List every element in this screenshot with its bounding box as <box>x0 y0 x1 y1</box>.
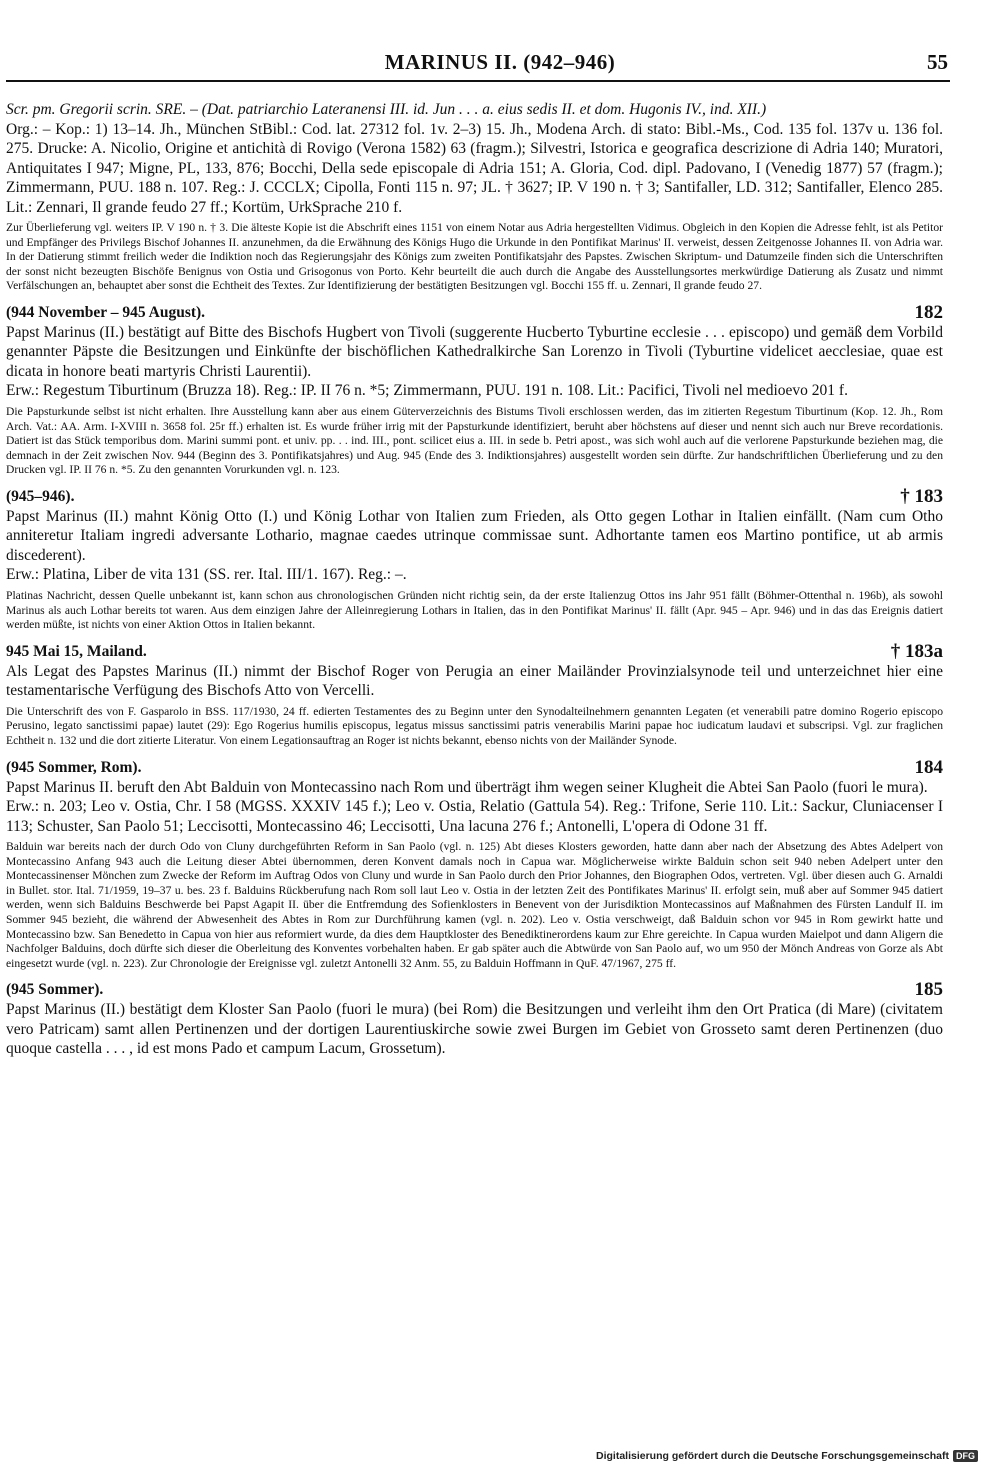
footer-credit <box>596 1450 978 1462</box>
page-number: 55 <box>927 50 948 74</box>
regest-entry-182 <box>6 303 943 478</box>
entry-references: Erw.: Platina, Liber de vita 131 (SS. rer. Ital. III/1. 167). Reg.: –. <box>6 566 407 584</box>
entry-note: Platinas Nachricht, dessen Quelle unbekannt ist, kann schon aus chronologischen Gründen nicht richtig sein, da der erste Italienzug Ottos ins Jahr 951 fällt (Böhmer-Ottenthal n. 196b), als sowohl Marinus als auch Lothar bereits tot waren. Aus dem einzigen Jahre der Alleinregierung Lothars in Italien, das in den Pontifikat Marinus' II. fällt (Apr. 945 – Apr. 946) und in das das Ereignis datiert werden müßte, ist nichts von einer Aktion Ottos in Italien bekannt. <box>6 588 943 632</box>
intro-subscription: Scr. pm. Gregorii scrin. SRE. – (Dat. patriarchio Lateranensi III. id. Jun . . . a. eius sedis II. et dom. Hugonis IV., ind. XII.) <box>6 101 767 118</box>
dfg-logo-icon: DFG <box>953 1450 978 1462</box>
intro-note: Zur Überlieferung vgl. weiters IP. V 190 n. † 3. Die älteste Kopie ist die Abschrift eines 1151 von einem Notar aus Adria hergestellten Vidimus. Obgleich in den Kopien die Adresse fehlt, ist als Petitor und Empfänger des Privilegs Bischof Johannes II. anzunehmen, da die Erwähnung des Königs Hugo die Urkunde in den Pontifikat Marinus' II. verweist, dessen Zeitgenosse Johannes II. von Adria war. In der Datierung stimmt freilich weder die Indiktion noch das Regierungsjahr des Königs zum zweiten Pontifikatsjahr des Papstes. Zwischen Skriptum- und Datumzeile finden sich die Unterschriften der sonst nicht bezeugten Bischöfe Benignus von Ostia und Grisogonus von Porto. Kehr beurteilt die auch durch die Angabe des Ausstellungsortes merkwürdige Datierung als Zusatz und nimmt Verfälschungen an, behauptet aber sonst die Echtheit des Textes. Zur Identifizierung der bestätigten Besitzungen vgl. Bocchi 155 ff. u. Zennari, Il grande feudo 27. <box>6 221 943 293</box>
regest-entry-183a <box>6 642 943 749</box>
entry-summary: Papst Marinus (II.) bestätigt dem Kloster San Paolo (fuori le mura) (bei Rom) die Besitzungen und verleiht ihm den Ort Pratica (di Mare) (civitatem vero Patricam) samt allen Pertinenzen und der dortigen Laurentiuskirche sowie zwei Burgen im Gebiet von Grosseto samt deren Pertinenzen (duo quoque castella . . . , id est mons Pado et campum Lacum, Grossetum). <box>6 1001 943 1058</box>
entry-note: Die Papsturkunde selbst ist nicht erhalten. Ihre Ausstellung kann aber aus einem Güterverzeichnis des Bistums Tivoli erschlossen werden, das im zitierten Regestum Tiburtinum (Kop. 12. Jh., Rom Arch. Vat.: AA. Arm. I-XVIII n. 3658 fol. 25r ff.) erhalten ist. Es wurde früher irrig mit der Papsturkunde identifiziert, beruht aber höchstens auf dieser und nennt sich auch nur Breve recordationis. Datiert ist das Stück temporibus dom. Marini summi pont. et univ. pp. . . ind. III., pont. scilicet eius a. III. in sede b. Petri apost., was sich wohl auch auf die verlorene Papsturkunde beziehen mag, die demnach in der Zeit zwischen Nov. 944 (Beginn des 3. Pontifikatsjahres) und Aug. 945 (Ende des 3. Indiktionsjahres) ausgestellt worden sein dürfte. Zur handschriftlichen Überlieferung und zu den Drucken vgl. IP. II 76 n. *5. Zu den genannten Vorurkunden vgl. n. 123. <box>6 404 943 477</box>
entry-summary: Papst Marinus (II.) bestätigt auf Bitte des Bischofs Hugbert von Tivoli (suggerente Hucberto Tyburtine ecclesie . . . episcopo) und gemäß dem Vorbild genannter Päpste die Besitzungen und Einkünfte der bischöflichen Kathedralkirche San Lorenzo in Tivoli (Tyburtine videlicet aecclesiae, quae est dicata in honore beati martyris Christi Laurentii). <box>6 323 943 380</box>
entry-date: (944 November – 945 August). <box>6 303 206 321</box>
entry-references: Erw.: n. 203; Leo v. Ostia, Chr. I 58 (MGSS. XXXIV 145 f.); Leo v. Ostia, Relatio (Gattula 54). Reg.: Trifone, Serie 110. Lit.: Sackur, Cluniacenser I 113; Schuster, San Paolo 51; Leccisotti, Montecassino 46; Leccisotti, Una lacuna 276 f.; Antonelli, L'opera di Odone 31 ff. <box>6 798 943 835</box>
entry-date: (945–946). <box>6 487 75 505</box>
entry-date: (945 Sommer). <box>6 981 104 999</box>
main-content <box>6 100 943 1059</box>
page-title: MARINUS II. (942–946) <box>384 50 616 74</box>
entry-number: † 183 <box>900 485 943 507</box>
running-header <box>0 50 1000 80</box>
entry-date: 945 Mai 15, Mailand. <box>6 642 147 660</box>
regest-entry-184 <box>6 758 943 972</box>
entry-date: (945 Sommer, Rom). <box>6 758 142 776</box>
header-rule <box>6 80 950 82</box>
entry-references: Erw.: Regestum Tiburtinum (Bruzza 18). Reg.: IP. II 76 n. *5; Zimmermann, PUU. 191 n. 108. Lit.: Pacifici, Tivoli nel medioevo 201 f. <box>6 382 848 400</box>
entry-note: Die Unterschrift des von F. Gasparolo in BSS. 117/1930, 24 ff. edierten Testamentes des zu Beginn unter den Synodalteilnehmern genannten Legaten (et venerabili patre domino Rogerio episcopo Perusino, legato sanctissimi papae) lautet (29): Ego Rogerius humilis episcopus, legatus missus sanctissimi patris venerabilis Marini papae hoc iudicatum laudavi et subscripsi. Vgl. zur fraglichen Echtheit n. 132 und die dort zitierte Literatur. Von einem Legationsauftrag an Roger ist nichts bekannt, ebenso nichts von der Mailänder Synode. <box>6 704 943 747</box>
entry-summary: Papst Marinus (II.) mahnt König Otto (I.) und König Lothar von Italien zum Frieden, als Otto gegen Lothar in Italien einfällt. (Nam cum Otho anniteretur Italiam ingredi adversante Lothario, magnae caedes utrinque commissae sunt. Adhortante tamen eos Martino pontifice, ut ab armis discederent). <box>6 507 943 564</box>
entry-number: 182 <box>914 301 943 323</box>
entry-summary: Als Legat des Papstes Marinus (II.) nimmt der Bischof Roger von Perugia an einer Mailänder Provinzialsynode teil und unterzeichnet hier eine testamentarische Verfügung des Bischofs Atto von Vercelli. <box>6 662 943 700</box>
regest-entry-185 <box>6 980 943 1059</box>
entry-summary: Papst Marinus II. beruft den Abt Balduin von Montecassino nach Rom und überträgt ihm wegen seiner Klugheit die Abtei San Paolo (fuori le mura). <box>6 778 928 796</box>
regest-entry-183 <box>6 487 943 633</box>
intro-sources: Org.: – Kop.: 1) 13–14. Jh., München StBibl.: Cod. lat. 27312 fol. 1v. 2–3) 15. Jh., Modena Arch. di stato: Bibl.-Ms., Cod. 135 fol. 137v u. 136 fol. 275. Drucke: A. Nicolio, Origine et antichità di Rovigo (Verona 1582) 63 (fragm.); Silvestri, Istorica e geografica descrizione di Adria 140; Muratori, Antiquitates I 947; Migne, PL, 133, 876; Bocchi, Della sede episcopale di Adria 151; A. Gloria, Cod. dipl. Padovano, I (Venedig 1877) 57 (fragm.); Zimmermann, PUU. 188 n. 107. Reg.: J. CCCLX; Cipolla, Fonti 115 n. 97; JL. † 3627; IP. V 190 n. † 3; Santifaller, LD. 312; Santifaller, Elenco 285. Lit.: Zennari, Il grande feudo 27 ff.; Kortüm, UrkSprache 210 f. <box>6 120 943 216</box>
entry-number: 184 <box>914 756 943 778</box>
entry-note: Balduin war bereits nach der durch Odo von Cluny durchgeführten Reform in San Paolo (vgl. n. 125) Abt dieses Klosters geworden, hatte dann aber nach der Absetzung des Abtes Adelpert von Montecassino Anfang 943 auch die Leitung dieser Abtei übernommen, deren Konvent damals noch in Capua war. Möglicherweise wirkte Balduin schon seit 940 neben Adelpert unter den Montecassinenser Mönchen zum Zwecke der Reform im Auftrag Odos von Cluny und wurde in San Paolo durch den Prior Johannes, den Biographen Odos, vertreten. Vgl. über diesen auch G. Arnaldi in Bullet. stor. Ital. 71/1959, 19–37 u. bes. 23 f. Balduins Rückberufung nach Rom soll laut Leo v. Ostia in der letzten Zeit des Pontifikates Marinus' II. erfolgt sein, muß aber auf Sommer 945 datiert werden, wenn sich Balduins Beschwerde bei Papst Agapit II. über die Entfremdung des Sofienklosters in Benevent von der Jurisdiktion Montecassinos auf Maßnahmen des Fürsten Landulf II. im Sommer 945 bezieht, die während der Abwesenheit des Abtes in Rom zur Durchführung kamen (vgl. n. 202). Leo v. Ostia verschweigt, daß Balduin schon vor 945 in Rom gewirkt hatte und Montecassino bzw. San Benedetto in Capua von hier aus reformiert wurde, da dies dem Hauptkloster des Benediktinerordens kaum zur Ehre gereichte. In Capua wurden Maielpot und dann Aligern die Nachfolger Balduins, doch dürfte sich dieser die Oberleitung des Konventes vorbehalten haben. Er gab später auch die Abtwürde von San Paolo auf, wo um 950 der Mönch Andreas von Gorze als Abt eingesetzt wurde (vgl. n. 223). Zur Chronologie der Ereignisse vgl. zuletzt Antonelli 32 Anm. 55, zu Balduin Hoffmann in QuF. 47/1967, 275 ff. <box>6 840 943 970</box>
footer-text: Digitalisierung gefördert durch die Deutsche Forschungsgemeinschaft <box>596 1450 949 1462</box>
entry-number: 185 <box>914 979 943 1001</box>
entry-number: † 183a <box>890 640 943 662</box>
